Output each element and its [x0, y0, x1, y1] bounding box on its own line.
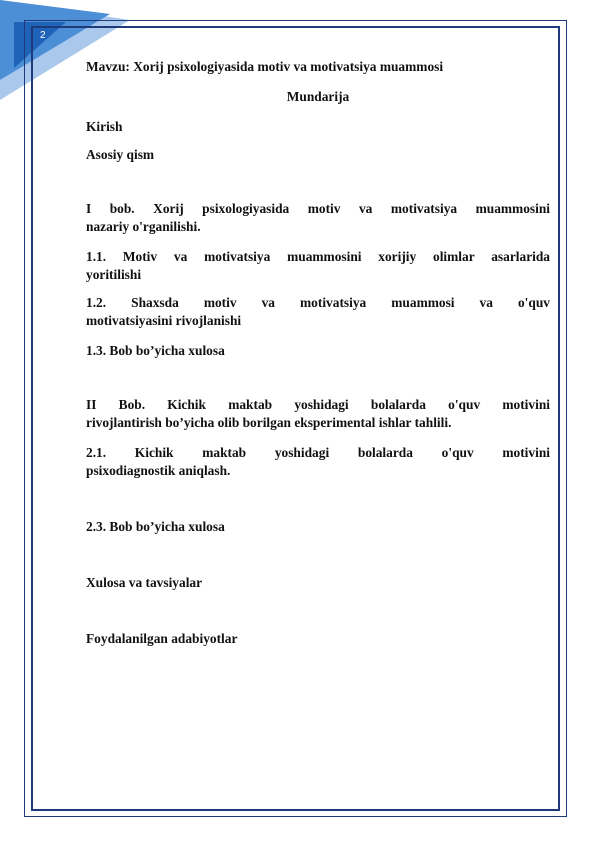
toc-chapter1-title: I bob. Xorij psixologiyasida motiv va motivatsiya muammosini — [86, 201, 550, 216]
contents-heading: Mundarija — [286, 89, 350, 104]
topic-title: Mavzu: Xorij psixologiyasida motiv va motivatsiya muammosi — [86, 59, 444, 74]
toc-section-1-1-cont: yoritilishi — [86, 267, 142, 282]
toc-intro: Kirish — [86, 119, 123, 134]
toc-section-2-1: 2.1. Kichik maktab yoshidagi bolalarda o'quv motivini — [86, 445, 550, 460]
toc-chapter2-title-cont: rivojlantirish bo’yicha olib borilgan eksperimental ishlar tahlili. — [86, 415, 452, 430]
toc-section-1-2: 1.2. Shaxsda motiv va motivatsiya muammosi va o'quv — [86, 295, 550, 310]
toc-section-1-1: 1.1. Motiv va motivatsiya muammosini xorijiy olimlar asarlarida — [86, 249, 550, 264]
page-number: 2 — [40, 30, 46, 41]
toc-chapter1-title-cont: nazariy o'rganilishi. — [86, 219, 201, 234]
toc-conclusion: Xulosa va tavsiyalar — [86, 575, 203, 590]
toc-main-part: Asosiy qism — [86, 147, 155, 162]
toc-section-2-3: 2.3. Bob bo’yicha xulosa — [86, 519, 225, 534]
toc-chapter2-title: II Bob. Kichik maktab yoshidagi bolalarda o'quv motivini — [86, 397, 550, 412]
toc-section-1-2-cont: motivatsiyasini rivojlanishi — [86, 313, 242, 328]
toc-section-1-3: 1.3. Bob bo’yicha xulosa — [86, 343, 225, 358]
toc-section-2-1-cont: psixodiagnostik aniqlash. — [86, 463, 231, 478]
toc-references: Foydalanilgan adabiyotlar — [86, 631, 238, 646]
